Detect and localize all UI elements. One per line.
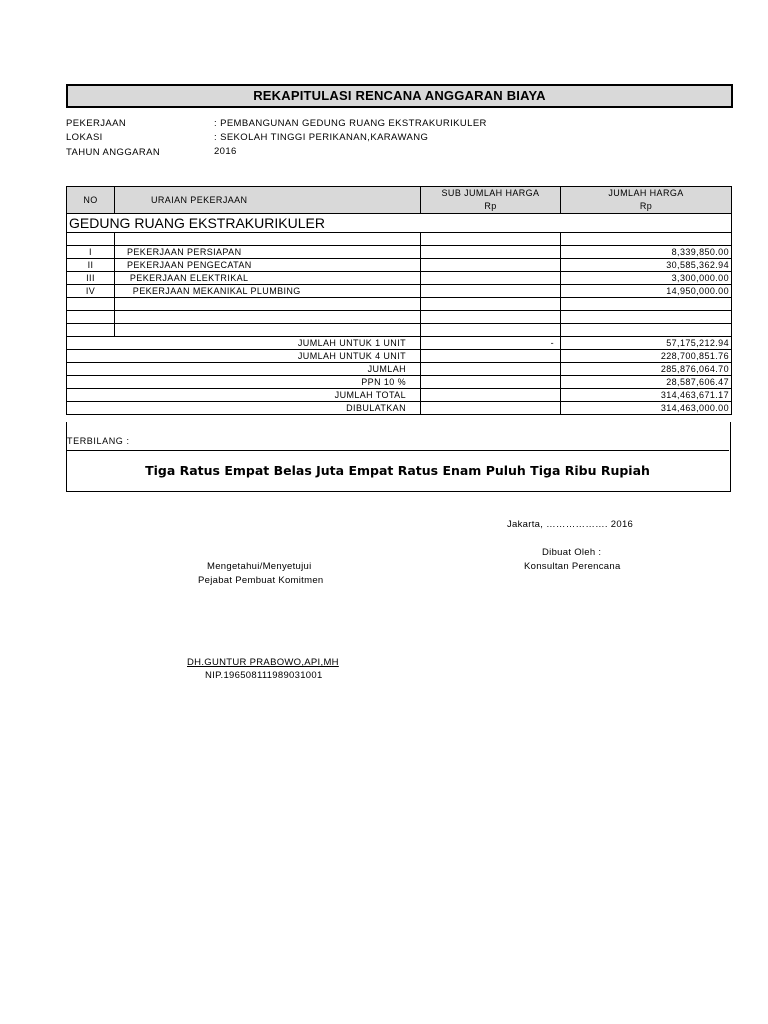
official-title: Pejabat Pembuat Komitmen: [198, 575, 324, 586]
document-title: REKAPITULASI RENCANA ANGGARAN BIAYA: [66, 84, 733, 108]
item-uraian: PEKERJAAN ELEKTRIKAL: [115, 272, 421, 285]
total-label: JUMLAH TOTAL: [67, 389, 421, 402]
terbilang-text: Tiga Ratus Empat Belas Juta Empat Ratus Enam Puluh Tiga Ribu Rupiah: [66, 450, 729, 492]
total-sub: [421, 389, 561, 402]
header-sub-jumlah: SUB JUMLAH HARGA: [421, 187, 561, 201]
meta-label-lokasi: LOKASI: [66, 132, 103, 143]
item-jumlah: 14,950,000.00: [561, 285, 732, 298]
total-sub: -: [421, 337, 561, 350]
header-uraian: URAIAN PEKERJAAN: [115, 187, 421, 214]
total-sub: [421, 350, 561, 363]
section-row: [67, 214, 732, 233]
item-no: II: [67, 259, 115, 272]
total-value: 57,175,212.94: [561, 337, 732, 350]
item-uraian: PEKERJAAN PENGECATAN: [115, 259, 421, 272]
header-sub-rp: Rp: [421, 200, 561, 214]
table-row: [67, 298, 732, 311]
total-label: PPN 10 %: [67, 376, 421, 389]
meta-value-pekerjaan: : PEMBANGUNAN GEDUNG RUANG EKSTRAKURIKULER: [214, 118, 487, 129]
total-row: [67, 363, 732, 376]
meta-label-tahun: TAHUN ANGGARAN: [66, 147, 161, 158]
total-sub: [421, 402, 561, 415]
header-jumlah-rp: Rp: [561, 200, 732, 214]
total-row: [67, 376, 732, 389]
official-nip: NIP.196508111989031001: [205, 670, 323, 681]
table-row: [67, 259, 732, 272]
meta-label-pekerjaan: PEKERJAAN: [66, 118, 127, 129]
table-row: [67, 324, 732, 337]
terbilang-label: TERBILANG :: [67, 436, 130, 446]
total-row: [67, 337, 732, 350]
item-uraian: PEKERJAAN MEKANIKAL PLUMBING: [115, 285, 421, 298]
prepared-by-label: Dibuat Oleh :: [542, 547, 602, 558]
total-value: 314,463,671.17: [561, 389, 732, 402]
table-row: [67, 285, 732, 298]
total-row: [67, 402, 732, 415]
place-date: Jakarta, ………………. 2016: [507, 519, 634, 530]
table-row: [67, 272, 732, 285]
table-row: [67, 311, 732, 324]
approval-label: Mengetahui/Menyetujui: [207, 561, 312, 572]
total-label: JUMLAH: [67, 363, 421, 376]
total-label: JUMLAH UNTUK 1 UNIT: [67, 337, 421, 350]
total-value: 285,876,064.70: [561, 363, 732, 376]
table-header-row: [67, 187, 732, 201]
meta-value-lokasi: : SEKOLAH TINGGI PERIKANAN,KARAWANG: [214, 132, 429, 143]
item-uraian: PEKERJAAN PERSIAPAN: [115, 246, 421, 259]
total-label: JUMLAH UNTUK 4 UNIT: [67, 350, 421, 363]
table-row: [67, 233, 732, 246]
total-value: 28,587,606.47: [561, 376, 732, 389]
item-no: I: [67, 246, 115, 259]
total-value: 314,463,000.00: [561, 402, 732, 415]
item-no: III: [67, 272, 115, 285]
item-no: IV: [67, 285, 115, 298]
item-jumlah: 3,300,000.00: [561, 272, 732, 285]
table-row: [67, 246, 732, 259]
total-label: DIBULATKAN: [67, 402, 421, 415]
item-jumlah: 30,585,362.94: [561, 259, 732, 272]
meta-value-tahun: 2016: [214, 146, 237, 157]
terbilang-section: [66, 422, 731, 492]
item-jumlah: 8,339,850.00: [561, 246, 732, 259]
total-sub: [421, 376, 561, 389]
header-no: NO: [67, 187, 115, 214]
consultant-label: Konsultan Perencana: [524, 561, 621, 572]
section-title: GEDUNG RUANG EKSTRAKURIKULER: [67, 214, 732, 233]
total-value: 228,700,851.76: [561, 350, 732, 363]
official-name: DH.GUNTUR PRABOWO,API,MH: [187, 657, 339, 668]
budget-table: [66, 186, 732, 415]
total-row: [67, 350, 732, 363]
header-jumlah: JUMLAH HARGA: [561, 187, 732, 201]
total-sub: [421, 363, 561, 376]
total-row: [67, 389, 732, 402]
